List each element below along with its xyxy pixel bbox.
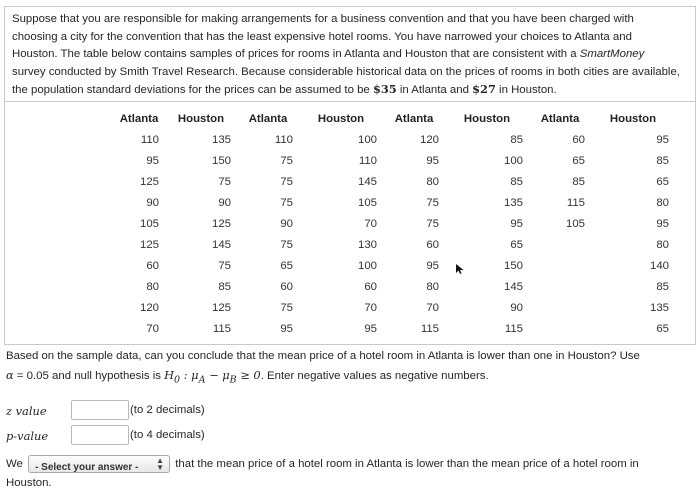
table-cell: 125 (139, 175, 159, 188)
select-value: - Select your answer - (35, 462, 139, 473)
table-cell: 65 (656, 322, 669, 335)
table-cell: 145 (357, 175, 377, 188)
conclusion-line: Houston. (6, 477, 52, 490)
problem-line: survey conducted by Smith Travel Research. Because considerable historical data on the prices of rooms in both cities are available, (12, 65, 680, 78)
question-text-part: . Enter negative values as negative numbers. (260, 369, 489, 382)
table-cell: 100 (357, 259, 377, 272)
h0-symbol (164, 367, 261, 385)
alpha-value: = 0.05 (13, 369, 49, 382)
table-cell: 125 (139, 238, 159, 251)
table-cell: 95 (364, 322, 377, 335)
table-cell: 85 (656, 154, 669, 167)
table-cell: 105 (565, 217, 585, 230)
table-row (113, 129, 675, 150)
table-cell: 60 (280, 280, 293, 293)
table-cell: 80 (656, 196, 669, 209)
h0-minus: − μ (205, 367, 230, 382)
table-cell: 65 (510, 238, 523, 251)
p-value-label: p-value (6, 429, 49, 443)
table-row (113, 234, 675, 255)
table-cell (529, 318, 591, 339)
problem-statement (4, 6, 696, 102)
table-row (113, 150, 675, 171)
table-cell: 75 (280, 196, 293, 209)
table-cell: 75 (426, 196, 439, 209)
problem-text: Houston. The table below contains samples of prices for rooms in Atlanta and Houston that are consistent with a (12, 48, 580, 61)
table-cell: 140 (649, 259, 669, 272)
price-table-panel (4, 102, 696, 345)
table-row (113, 297, 675, 318)
table-cell (529, 234, 591, 255)
table-cell: 65 (572, 154, 585, 167)
h0-expression: : μ (180, 367, 199, 382)
conclusion-suffix: that the mean price of a hotel room in Atlanta is lower than the mean price of a hotel room in (175, 458, 639, 471)
table-cell (529, 297, 591, 318)
table-cell (529, 255, 591, 276)
h0-rest: ≥ 0 (236, 367, 261, 382)
table-cell: 70 (364, 301, 377, 314)
table-cell: 115 (212, 322, 231, 335)
table-row (113, 276, 675, 297)
table-cell: 85 (510, 133, 523, 146)
table-cell: 135 (503, 196, 523, 209)
table-cell: 125 (211, 217, 231, 230)
table-cell: 60 (572, 133, 585, 146)
table-cell: 110 (358, 154, 377, 167)
problem-text: in Houston. (495, 84, 557, 97)
column-header: Atlanta (540, 112, 580, 125)
column-header: Houston (463, 112, 511, 125)
table-cell: 80 (656, 238, 669, 251)
table-cell: 60 (364, 280, 377, 293)
table-cell: 90 (218, 196, 231, 209)
select-arrows-icon: ▲ ▼ (156, 456, 165, 472)
table-cell: 105 (357, 196, 377, 209)
problem-line: Suppose that you are responsible for making arrangements for a business convention and that you have been charged with (12, 13, 634, 25)
table-cell: 65 (656, 175, 669, 188)
table-cell: 90 (510, 301, 523, 314)
mu-a-subscript: A (198, 373, 206, 385)
table-cell: 105 (139, 217, 159, 230)
problem-line: choosing a city for the convention that has the least expensive hotel rooms. You have narrowed your choices to Atlanta and (12, 30, 632, 43)
column-header: Atlanta (394, 112, 434, 125)
table-cell: 85 (572, 175, 585, 188)
table-cell: 85 (510, 175, 523, 188)
table-header-row (113, 108, 675, 129)
column-header: Atlanta (119, 112, 159, 125)
table-cell: 85 (656, 280, 669, 293)
table-cell: 90 (146, 196, 159, 209)
conclusion-prefix: We (6, 458, 23, 471)
smartmoney-italic: SmartMoney (579, 48, 645, 61)
table-row (113, 213, 675, 234)
table-cell: 65 (280, 259, 293, 272)
column-header: Houston (177, 112, 225, 125)
table-cell: 145 (503, 280, 523, 293)
conclusion-select[interactable] (28, 455, 170, 473)
conclusion (6, 455, 696, 493)
h0-letter: H (164, 367, 175, 382)
table-cell: 75 (426, 217, 439, 230)
table-row (113, 318, 675, 339)
table-cell: 70 (364, 217, 377, 230)
table-cell: 95 (146, 154, 159, 167)
table-cell: 120 (139, 301, 159, 314)
table-cell: 70 (426, 301, 439, 314)
h0-subscript: 0 (174, 373, 181, 385)
alpha-symbol: α (6, 367, 14, 382)
table-cell: 90 (280, 217, 293, 230)
arrow-cursor-icon (456, 264, 464, 274)
table-cell: 100 (503, 154, 523, 167)
table-row (113, 192, 675, 213)
table-cell: 75 (280, 175, 293, 188)
table-cell (529, 276, 591, 297)
problem-line (12, 81, 695, 100)
table-cell: 95 (280, 322, 293, 335)
conclusion-line (6, 455, 696, 474)
table-cell: 75 (280, 238, 293, 251)
z-value-hint: (to 2 decimals) (130, 404, 205, 416)
table-cell: 95 (656, 217, 669, 230)
table-cell: 115 (566, 196, 585, 209)
table-cell: 150 (503, 259, 523, 272)
table-cell: 95 (510, 217, 523, 230)
sd-houston: $27 (472, 82, 496, 97)
table-cell: 80 (146, 280, 159, 293)
table-cell: 95 (426, 259, 439, 272)
table-cell: 115 (504, 322, 523, 335)
question-text-part: and null hypothesis is (48, 369, 165, 382)
sd-atlanta: $35 (372, 82, 397, 97)
p-value-hint: (to 4 decimals) (130, 429, 205, 441)
p-value-input[interactable] (71, 425, 129, 445)
table-row (113, 171, 675, 192)
table-cell: 115 (420, 322, 439, 335)
table-cell: 135 (211, 133, 231, 146)
table-cell: 150 (211, 154, 231, 167)
table-cell: 95 (426, 154, 439, 167)
table-cell: 110 (274, 133, 293, 146)
question-line (6, 366, 696, 390)
table-cell: 145 (211, 238, 231, 251)
table-cell: 135 (649, 301, 669, 314)
table-cell: 60 (426, 238, 439, 251)
problem-text: in Atlanta and (396, 84, 473, 97)
problem-line (12, 46, 695, 64)
table-cell: 75 (280, 301, 293, 314)
question-line: Based on the sample data, can you conclude that the mean price of a hotel room in Atlanta is lower than one in Houston? Use (6, 350, 640, 362)
column-header: Houston (317, 112, 365, 125)
mu-b-subscript: B (229, 373, 237, 385)
table-cell: 95 (656, 133, 669, 146)
question-text (6, 347, 696, 389)
z-value-input[interactable] (71, 400, 129, 420)
price-table (113, 108, 675, 339)
table-cell: 70 (146, 322, 159, 335)
table-cell: 130 (357, 238, 377, 251)
column-header: Atlanta (248, 112, 288, 125)
table-row (113, 255, 675, 276)
table-cell: 100 (357, 133, 377, 146)
table-cell: 80 (426, 175, 439, 188)
problem-text: the population standard deviations for the prices can be assumed to be (12, 84, 373, 97)
table-cell: 75 (280, 154, 293, 167)
table-cell: 75 (218, 175, 231, 188)
z-value-label: z value (6, 404, 47, 418)
column-header: Houston (609, 112, 657, 125)
table-cell: 80 (426, 280, 439, 293)
table-cell: 60 (146, 259, 159, 272)
table-body (113, 129, 675, 339)
table-cell: 110 (140, 133, 159, 146)
table-cell: 75 (218, 259, 231, 272)
table-cell: 125 (211, 301, 231, 314)
table-cell: 120 (419, 133, 439, 146)
table-cell: 85 (218, 280, 231, 293)
